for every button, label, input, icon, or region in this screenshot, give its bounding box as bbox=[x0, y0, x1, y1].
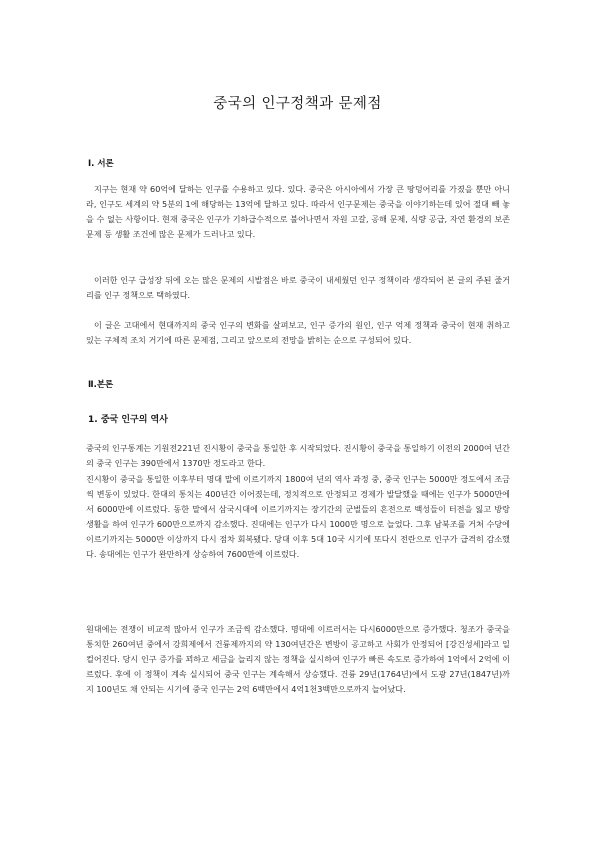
section-heading-body: Ⅱ.본론 bbox=[88, 380, 114, 390]
subsection-heading-history: 1. 중국 인구의 역사 bbox=[88, 415, 168, 425]
history-paragraph-3: 원대에는 전쟁이 비교적 많아서 인구가 조금씩 감소했다. 명대에 이르러서는 다시6000만으로 증가했다. 청조가 중국을 통치한 260여년 중에서 강희제에서 건륭제까지의 약 130여년간은 변방이 공고하고 사회가 안정되어 [강건성세]라고 일컬어진다. 당시 인구 증가를 꾀하고 세금을 늘리지 않는 정책을 실시하여 인구가 빠른 속도로 증가하여 1억에서 2억에 이르렀다. 후에 이 정책이 계속 실시되어 중국 인구는 계속해서 상승했다. 건륭 29년(1764년)에서 도광 27년(1847년)까지 100년도 채 안되는 시기에 중국 인구는 2억 6백만에서 4억1천3백만으로까지 늘어났다. bbox=[86, 624, 510, 695]
intro-paragraph-1: 지구는 현재 약 60억에 달하는 인구를 수용하고 있다. 있다. 중국은 아시아에서 가장 큰 땅덩어리를 가졌을 뿐만 아니라, 인구도 세계의 약 5분의 1에 해당하는 13억에 달하고 있다. 따라서 인구문제는 중국을 이야기하는데 있어 절대 빼 놓을 수 없는 사항이다. 현재 중국은 인구가 기하급수적으로 불어나면서 자원 고갈, 공해 문제, 식량 공급, 자연 환경의 보존 문제 등 생활 조건에 많은 문제가 드러나고 있다. bbox=[86, 184, 510, 240]
history-paragraph-1: 중국의 인구통계는 기원전221년 진시황이 중국을 통일한 후 시작되었다. 진시황이 중국을 통일하기 이전의 2000여 년간의 중국 인구는 390만에서 1370만 정도라고 한다. bbox=[86, 443, 510, 469]
intro-paragraph-2: 이러한 인구 급성장 뒤에 오는 많은 문제의 시발점은 바로 중국이 내세웠던 인구 정책이라 생각되어 본 글의 주된 줄거리를 인구 정책으로 택하였다. bbox=[86, 275, 510, 301]
page-title: 중국의 인구정책과 문제점 bbox=[213, 96, 382, 112]
section-heading-intro: Ⅰ. 서론 bbox=[88, 159, 114, 169]
history-paragraph-2: 진시황이 중국을 통일한 이후부터 명대 말에 이르기까지 1800여 년의 역사 과정 중, 중국 인구는 5000만 정도에서 조금씩 변동이 있었다. 한대의 통치는 400년간 이어졌는데, 정치적으로 안정되고 경제가 발달했을 때에는 인구가 5000만에서 6000만에 이르렀다. 동한 말에서 삼국시대에 이르기까지는 장기간의 군벌들의 혼전으로 백성들이 터전을 잃고 방랑 생활을 하여 인구가 600만으로까지 감소했다. 진대에는 인구가 다시 1000만 명으로 늘었다. 그후 남북조를 거쳐 수당에 이르기까지는 5000만 이상까지 다시 점차 회복됐다. 당대 이후 5대 10국 시기에 또다시 전란으로 인구가 급격히 감소했다. 송대에는 인구가 완만하게 상승하여 7600만에 이르렀다. bbox=[86, 474, 510, 560]
intro-paragraph-3: 이 글은 고대에서 현대까지의 중국 인구의 변화를 살펴보고, 인구 증가의 원인, 인구 억제 정책과 중국이 현재 취하고 있는 구체적 조치 거기에 따른 문제점, 그리고 앞으로의 전망을 밝히는 순으로 구성되어 있다. bbox=[86, 320, 510, 346]
